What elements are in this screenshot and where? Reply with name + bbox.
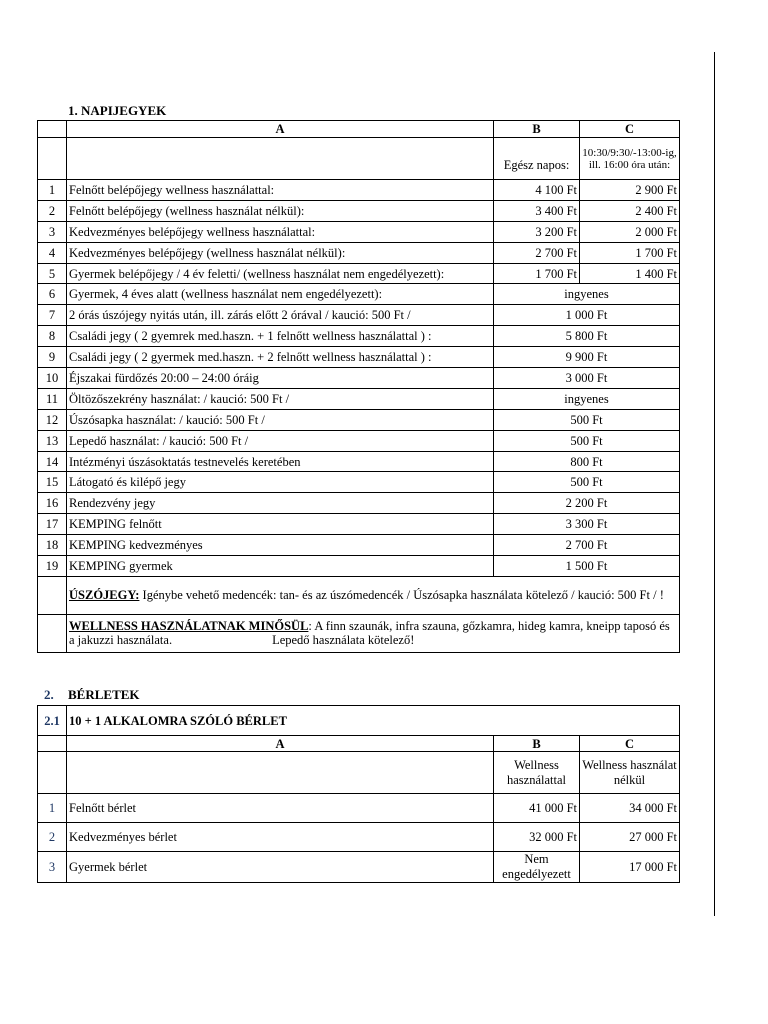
table-row: [38, 556, 680, 577]
table-row: [38, 794, 680, 823]
note-swim-title: ÚSZÓJEGY:: [69, 588, 140, 603]
subsection-number: 2.1: [38, 706, 67, 736]
header-col-a: A: [67, 121, 494, 138]
row-price-without-wellness: 34 000 Ft: [580, 794, 680, 823]
row-number: 4: [38, 242, 67, 263]
row-number: 1: [38, 180, 67, 201]
row-number: 12: [38, 409, 67, 430]
row-number: 15: [38, 472, 67, 493]
row-number: 3: [38, 221, 67, 242]
row-price: 800 Ft: [494, 451, 680, 472]
row-price: 3 000 Ft: [494, 368, 680, 389]
row-price: 500 Ft: [494, 472, 680, 493]
row-price: 500 Ft: [494, 430, 680, 451]
row-label: Rendezvény jegy: [67, 493, 494, 514]
note-swim: [67, 576, 680, 614]
table-row: [38, 284, 680, 305]
subsection-row: [38, 706, 680, 736]
row-label: Gyermek bérlet: [67, 852, 494, 883]
row-price: 2 700 Ft: [494, 535, 680, 556]
table-row: [38, 472, 680, 493]
subheader-with-wellness: Wellness használattal: [494, 752, 580, 794]
row-price: 1 000 Ft: [494, 305, 680, 326]
row-label: Kedvezményes bérlet: [67, 823, 494, 852]
header-num: [38, 736, 67, 752]
row-price: ingyenes: [494, 388, 680, 409]
row-number: 19: [38, 556, 67, 577]
row-price-without-wellness: 27 000 Ft: [580, 823, 680, 852]
row-label: 2 órás úszójegy nyitás után, ill. zárás előtt 2 órával / kaució: 500 Ft /: [67, 305, 494, 326]
subheader-row: [38, 752, 680, 794]
row-label: Lepedő használat: / kaució: 500 Ft /: [67, 430, 494, 451]
row-number: 10: [38, 368, 67, 389]
header-col-c: C: [580, 736, 680, 752]
subheader-partial-day: 10:30/9:30/-13:00-ig, ill. 16:00 óra után:: [580, 138, 680, 180]
section2-title: BÉRLETEK: [68, 687, 140, 702]
row-label: Öltözőszekrény használat: / kaució: 500 Ft /: [67, 388, 494, 409]
row-price-full-day: 1 700 Ft: [494, 263, 580, 284]
row-label: Családi jegy ( 2 gyemrek med.haszn. + 1 felnőtt wellness használattal ) :: [67, 326, 494, 347]
row-label: Látogató és kilépő jegy: [67, 472, 494, 493]
header-row: [38, 736, 680, 752]
row-number: 7: [38, 305, 67, 326]
note-swim-text: Igénybe vehető medencék: tan- és az úszómedencék / Úszósapka használata kötelező / kaució: 500 Ft / !: [139, 588, 664, 603]
table-row: [38, 200, 680, 221]
subheader-num: [38, 752, 67, 794]
subheader-label: [67, 752, 494, 794]
table-row: [38, 388, 680, 409]
subheader-label: [67, 138, 494, 180]
row-number: 1: [38, 794, 67, 823]
table-row: [38, 409, 680, 430]
row-label: Felnőtt belépőjegy (wellness használat nélkül):: [67, 200, 494, 221]
row-label: Felnőtt bérlet: [67, 794, 494, 823]
subheader-num: [38, 138, 67, 180]
table-row: [38, 430, 680, 451]
row-label: Felnőtt belépőjegy wellness használattal:: [67, 180, 494, 201]
row-price-partial: 1 700 Ft: [580, 242, 680, 263]
row-price-with-wellness: Nem engedélyezett: [494, 852, 580, 883]
row-number: 13: [38, 430, 67, 451]
row-price: 500 Ft: [494, 409, 680, 430]
row-number: 2: [38, 823, 67, 852]
row-price: 5 800 Ft: [494, 326, 680, 347]
header-num: [38, 121, 67, 138]
row-price: 1 500 Ft: [494, 556, 680, 577]
table-row: [38, 242, 680, 263]
row-price-without-wellness: 17 000 Ft: [580, 852, 680, 883]
row-number: 16: [38, 493, 67, 514]
row-label: Intézményi úszásoktatás testnevelés keretében: [67, 451, 494, 472]
subsection-title: 10 + 1 ALKALOMRA SZÓLÓ BÉRLET: [67, 706, 680, 736]
section2-number: 2.: [44, 687, 54, 702]
row-number: 11: [38, 388, 67, 409]
row-number: 3: [38, 852, 67, 883]
header-col-a: A: [67, 736, 494, 752]
row-price-partial: 1 400 Ft: [580, 263, 680, 284]
row-price: 3 300 Ft: [494, 514, 680, 535]
row-label: Családi jegy ( 2 gyermek med.haszn. + 2 felnőtt wellness használattal ) :: [67, 347, 494, 368]
header-col-b: B: [494, 121, 580, 138]
row-label: KEMPING gyermek: [67, 556, 494, 577]
row-number: 14: [38, 451, 67, 472]
table-row: [38, 493, 680, 514]
table-row: [38, 305, 680, 326]
row-price: 2 200 Ft: [494, 493, 680, 514]
row-label: Kedvezményes belépőjegy wellness használattal:: [67, 221, 494, 242]
row-price-full-day: 3 400 Ft: [494, 200, 580, 221]
table-row: [38, 263, 680, 284]
subheader-without-wellness: Wellness használat nélkül: [580, 752, 680, 794]
table-row: [38, 180, 680, 201]
note-row-wellness: [38, 614, 680, 652]
table-row: [38, 368, 680, 389]
row-number: 18: [38, 535, 67, 556]
row-price-partial: 2 400 Ft: [580, 200, 680, 221]
row-price-partial: 2 900 Ft: [580, 180, 680, 201]
row-price-full-day: 2 700 Ft: [494, 242, 580, 263]
passes-table: [37, 705, 680, 883]
row-number: 6: [38, 284, 67, 305]
row-number: 17: [38, 514, 67, 535]
note-wellness-title: WELLNESS HASZNÁLATNAK MINŐSÜL: [69, 619, 309, 634]
daily-tickets-table: [37, 120, 680, 653]
row-label: Éjszakai fürdőzés 20:00 – 24:00 óráig: [67, 368, 494, 389]
row-price: 9 900 Ft: [494, 347, 680, 368]
note-num: [38, 614, 67, 652]
row-price: ingyenes: [494, 284, 680, 305]
row-label: Úszósapka használat: / kaució: 500 Ft /: [67, 409, 494, 430]
page-margin-line: [714, 52, 715, 916]
table-row: [38, 823, 680, 852]
row-price-with-wellness: 41 000 Ft: [494, 794, 580, 823]
row-number: 8: [38, 326, 67, 347]
section1-title: 1. NAPIJEGYEK: [68, 103, 167, 118]
note-num: [38, 576, 67, 614]
row-number: 9: [38, 347, 67, 368]
note-wellness: [67, 614, 680, 652]
note-wellness-extra: Lepedő használata kötelező!: [272, 633, 415, 648]
table-row: [38, 326, 680, 347]
row-price-partial: 2 000 Ft: [580, 221, 680, 242]
row-number: 5: [38, 263, 67, 284]
row-price-full-day: 3 200 Ft: [494, 221, 580, 242]
row-label: KEMPING felnőtt: [67, 514, 494, 535]
table-row: [38, 514, 680, 535]
table-row: [38, 535, 680, 556]
row-price-full-day: 4 100 Ft: [494, 180, 580, 201]
row-label: Gyermek belépőjegy / 4 év feletti/ (wellness használat nem engedélyezett):: [67, 263, 494, 284]
header-col-b: B: [494, 736, 580, 752]
header-row: [38, 121, 680, 138]
note-row-swim: [38, 576, 680, 614]
note-wellness-text: : A finn szaunák, infra szauna, gőzkamra, hideg kamra, kneipp taposó és a jakuzzi használata.: [69, 619, 670, 648]
row-price-with-wellness: 32 000 Ft: [494, 823, 580, 852]
header-col-c: C: [580, 121, 680, 138]
row-number: 2: [38, 200, 67, 221]
subheader-row: [38, 138, 680, 180]
row-label: Gyermek, 4 éves alatt (wellness használat nem engedélyezett):: [67, 284, 494, 305]
table-row: [38, 852, 680, 883]
subheader-full-day: Egész napos:: [494, 138, 580, 180]
table-row: [38, 347, 680, 368]
row-label: Kedvezményes belépőjegy (wellness használat nélkül):: [67, 242, 494, 263]
table-row: [38, 221, 680, 242]
table-row: [38, 451, 680, 472]
row-label: KEMPING kedvezményes: [67, 535, 494, 556]
